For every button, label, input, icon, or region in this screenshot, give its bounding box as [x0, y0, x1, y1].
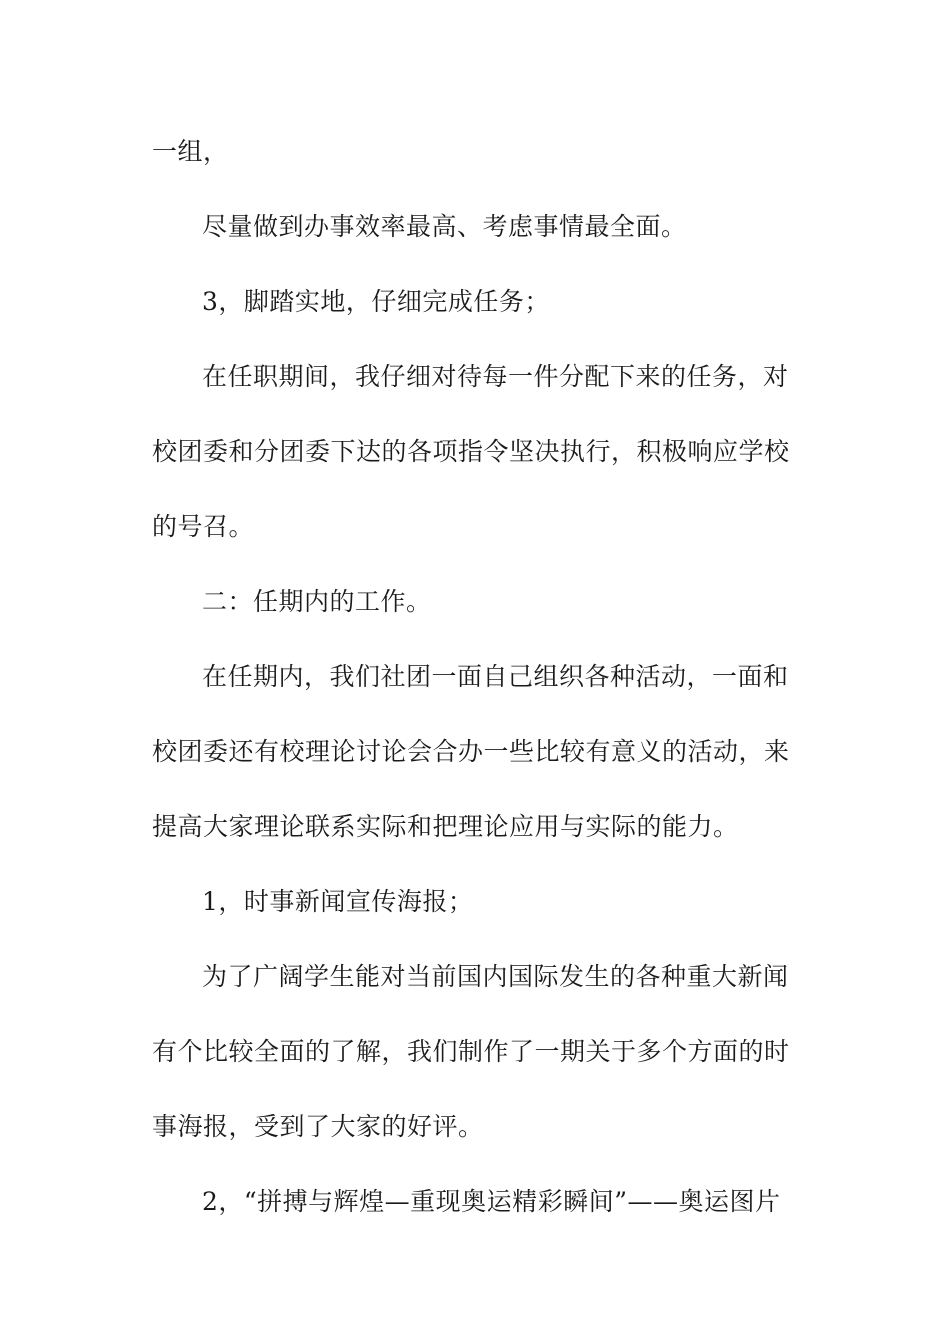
list-item-heading: 2，“拼搏与辉煌—重现奥运精彩瞬间”——奥运图片 — [202, 1187, 781, 1216]
text-line: 在任期内，我们社团一面自己组织各种活动，一面和 — [202, 662, 789, 691]
text-line: 尽量做到办事效率最高、考虑事情最全面。 — [202, 212, 687, 241]
text-line: 为了广阔学生能对当前国内国际发生的各种重大新闻 — [202, 962, 789, 991]
text-line: 事海报，受到了大家的好评。 — [152, 1112, 484, 1141]
text-line: 在任职期间，我仔细对待每一件分配下来的任务，对 — [202, 362, 789, 391]
text-line: 有个比较全面的了解，我们制作了一期关于多个方面的时 — [152, 1037, 790, 1066]
text-line: 3，脚踏实地，仔细完成任务； — [202, 287, 550, 316]
text-line: 的号召。 — [152, 512, 255, 541]
list-item-heading: 1，时事新闻宣传海报； — [202, 887, 474, 916]
section-heading: 二：任期内的工作。 — [202, 587, 432, 616]
text-line: 一组， — [152, 137, 229, 166]
text-line: 校团委还有校理论讨论会合办一些比较有意义的活动，来 — [152, 737, 790, 766]
text-line: 提高大家理论联系实际和把理论应用与实际的能力。 — [152, 812, 739, 841]
text-line: 校团委和分团委下达的各项指令坚决执行，积极响应学校 — [152, 437, 790, 466]
